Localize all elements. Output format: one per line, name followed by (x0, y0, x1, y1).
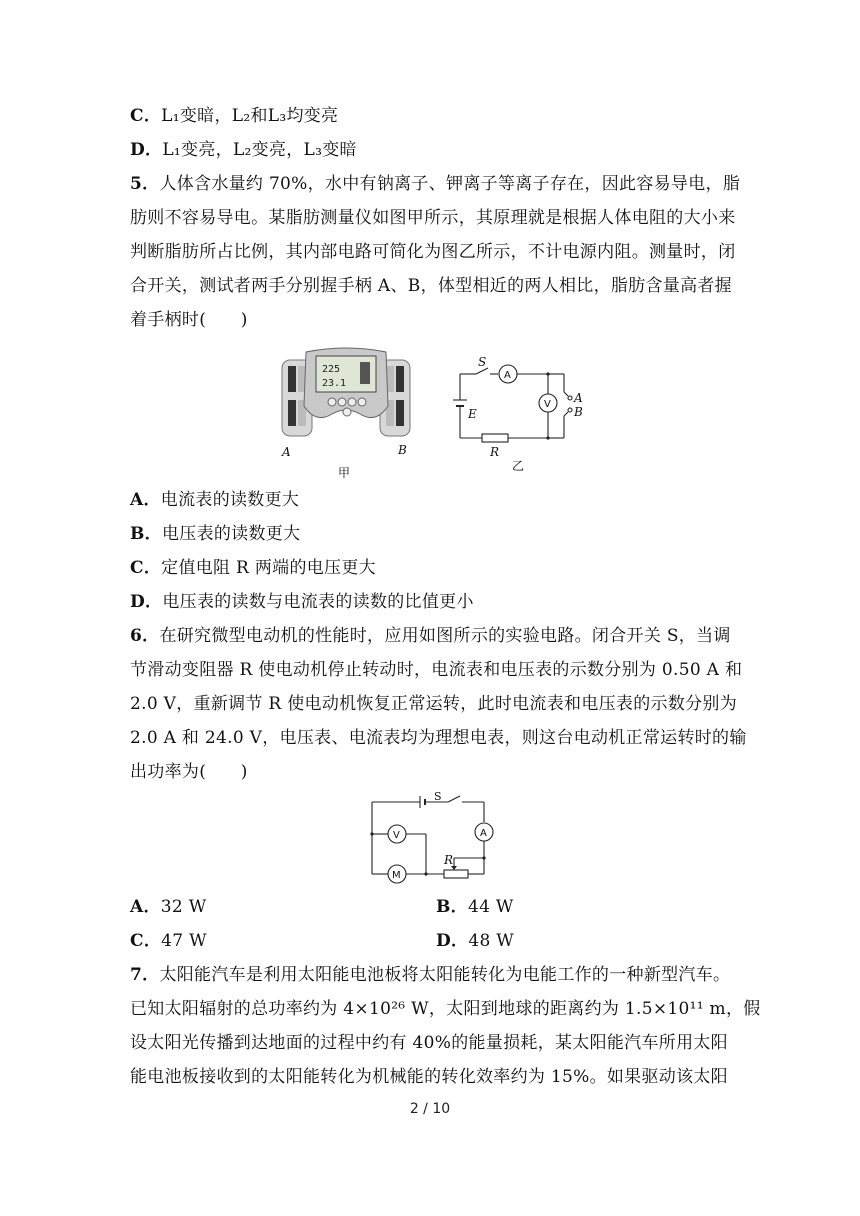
resistor-r-label: R (490, 445, 500, 459)
q5-option-a: A．电流表的读数更大 (130, 490, 300, 510)
source-e-label: E (468, 407, 477, 421)
handle-a-label: A (282, 445, 291, 459)
q6-option-d: D．48 W (436, 931, 515, 951)
q7-line-2: 已知太阳辐射的总功率约为 4×10²⁶ W，太阳到地球的距离约为 1.5×10¹¹ m，假 (130, 999, 761, 1019)
page-number: 2 / 10 (409, 1101, 451, 1117)
q5-line-2: 肪则不容易导电。某脂肪测量仪如图甲所示，其原理就是根据人体电阻的大小来 (130, 208, 736, 228)
q5-line-1: 5．人体含水量约 70%，水中有钠离子、钾离子等离子存在，因此容易导电，脂 (130, 174, 741, 194)
terminal-b-label: B (574, 405, 583, 419)
q6-line-4: 2.0 A 和 24.0 V，电压表、电流表均为理想电表，则这台电动机正常运转时的输 (130, 728, 747, 748)
q6-line-5: 出功率为( ) (130, 762, 248, 782)
voltmeter-label: V (393, 830, 400, 841)
q5-line-4: 合开关，测试者两手分别握手柄 A、B，体型相近的两人相比，脂肪含量高者握 (130, 276, 732, 296)
q7-line-3: 设太阳光传播到达地面的过程中约有 40%的能量损耗，某太阳能汽车所用太阳 (130, 1033, 728, 1053)
motor-label: M (392, 870, 401, 881)
ammeter-label: A (480, 828, 487, 839)
q7-line-1: 7．太阳能汽车是利用太阳能电池板将太阳能转化为电能工作的一种新型汽车。 (130, 965, 731, 985)
q7-line-4: 能电池板接收到的太阳能转化为机械能的转化效率约为 15%。如果驱动该太阳 (130, 1067, 728, 1087)
q5-line-3: 判断脂肪所占比例，其内部电路可简化为图乙所示，不计电源内阻。测量时，闭 (130, 242, 736, 262)
motor-circuit-figure (364, 792, 500, 888)
q5-option-d: D．电压表的读数与电流表的读数的比值更小 (130, 592, 474, 612)
switch-s-label: S (434, 792, 442, 803)
lcd-value-1: 225 (322, 364, 341, 375)
body-fat-meter-figure (276, 344, 416, 464)
prev-option-d: D．L₁变亮，L₂变亮，L₃变暗 (130, 140, 357, 160)
handle-b-label: B (398, 443, 407, 457)
q5-line-5: 着手柄时( ) (130, 310, 248, 330)
lcd-value-2: 23.1 (322, 378, 347, 389)
q5-option-c: C．定值电阻 R 两端的电压更大 (130, 558, 376, 578)
rheostat-r-label: R (444, 853, 454, 867)
q6-line-2: 节滑动变阻器 R 使电动机停止转动时，电流表和电压表的示数分别为 0.50 A 和 (130, 660, 743, 680)
fat-meter-circuit-figure (448, 356, 588, 472)
switch-s-label: S (478, 356, 487, 369)
q5-option-b: B．电压表的读数更大 (130, 524, 301, 544)
q6-option-a: A．32 W (130, 897, 207, 917)
terminal-a-label: A (574, 391, 583, 405)
voltmeter-label: V (544, 399, 551, 410)
q6-option-c: C．47 W (130, 931, 207, 951)
q6-line-3: 2.0 V，重新调节 R 使电动机恢复正常运转，此时电流表和电压表的示数分别为 (130, 694, 738, 714)
figure-yi-caption: 乙 (512, 459, 525, 472)
q6-option-b: B．44 W (436, 897, 514, 917)
ammeter-label: A (504, 370, 511, 381)
q6-line-1: 6．在研究微型电动机的性能时，应用如图所示的实验电路。闭合开关 S，当调 (130, 626, 731, 646)
prev-option-c: C．L₁变暗，L₂和L₃均变亮 (130, 106, 339, 126)
figure-jia-caption: 甲 (338, 466, 351, 480)
